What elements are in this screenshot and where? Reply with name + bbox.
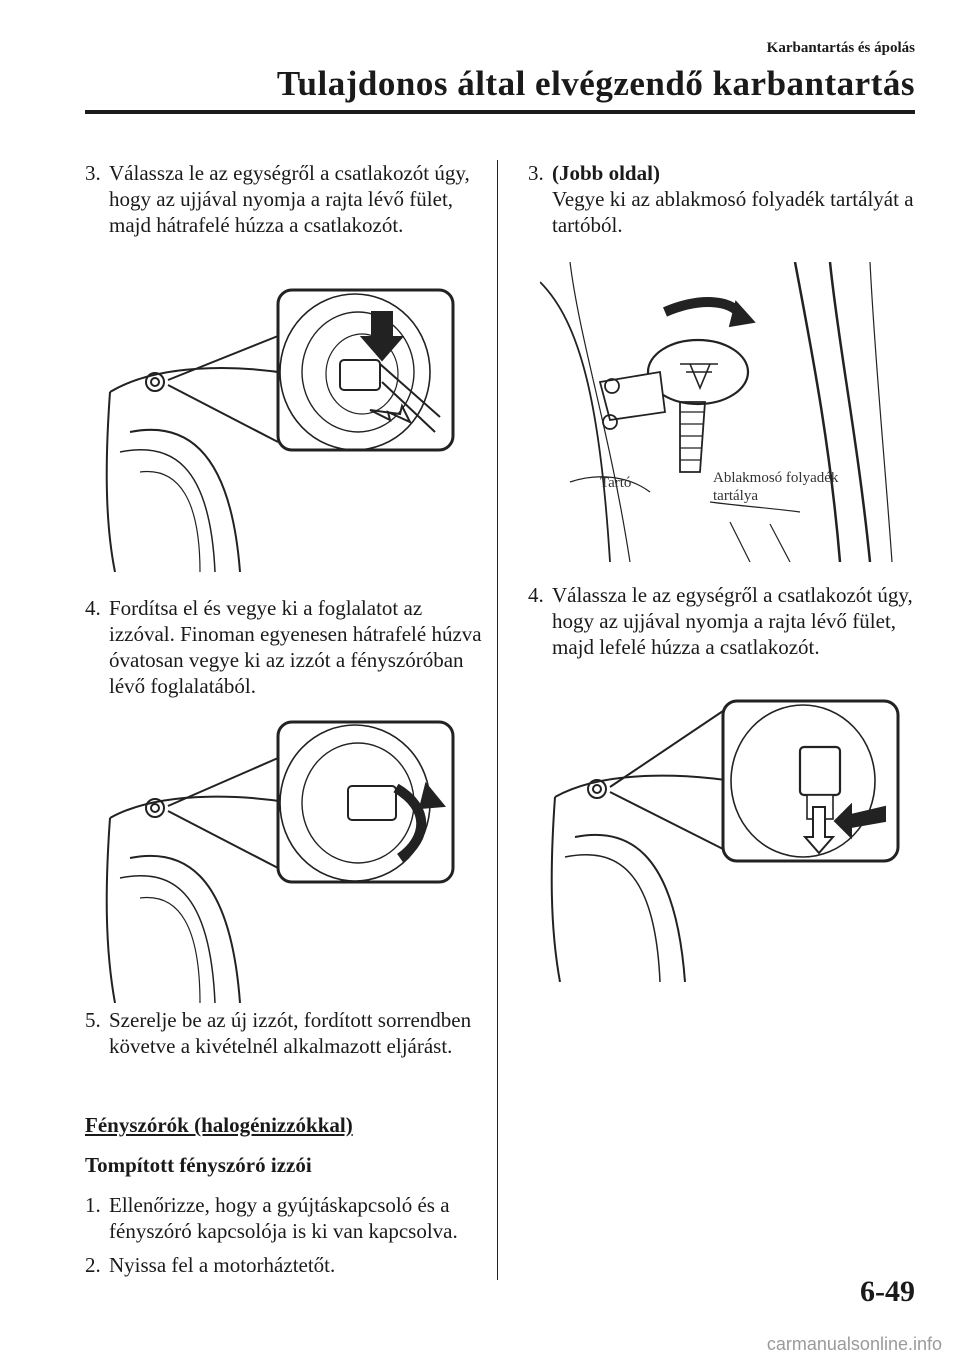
right-connector-illustration bbox=[545, 697, 905, 982]
page-number: 6-49 bbox=[860, 1275, 915, 1308]
step-number: 3. bbox=[85, 161, 101, 185]
step-text: Fordítsa el és vegye ki a foglalatot az izzóval. Finoman egyenesen hátrafelé húzva óvatosan vegye ki az izzót a fényszóróban lévő foglalatából. bbox=[109, 596, 482, 698]
headlight-connector-illustration bbox=[100, 282, 460, 572]
step-number: 5. bbox=[85, 1008, 101, 1032]
left-step-1 bbox=[85, 1192, 485, 1244]
column-divider bbox=[497, 160, 498, 1280]
right-step-4 bbox=[528, 582, 918, 660]
section-heading-halogen: Fényszórók (halogénizzókkal) bbox=[85, 1113, 353, 1137]
step-number: 4. bbox=[85, 596, 101, 620]
step-text: Ellenőrizze, hogy a gyújtáskapcsoló és a fényszóró kapcsolója is ki van kapcsolva. bbox=[109, 1193, 458, 1243]
step-number: 4. bbox=[528, 583, 544, 607]
label-holder: Tartó bbox=[600, 475, 632, 491]
step-title: (Jobb oldal) bbox=[552, 161, 660, 185]
chapter-title: Tulajdonos által elvégzendő karbantartás bbox=[276, 64, 915, 103]
left-step-5 bbox=[85, 1007, 485, 1059]
left-step-2 bbox=[85, 1252, 485, 1278]
step-number: 2. bbox=[85, 1253, 101, 1277]
step-text: Szerelje be az új izzót, fordított sorrendben követve a kivételnél alkalmazott eljárást. bbox=[109, 1008, 472, 1058]
washer-tank-illustration bbox=[540, 262, 900, 562]
bulb-socket-illustration bbox=[100, 718, 460, 1003]
label-tank-line2: tartálya bbox=[713, 488, 758, 504]
label-tank-line1: Ablakmosó folyadék bbox=[713, 470, 839, 486]
step-text: Válassza le az egységről a csatlakozót úgy, hogy az ujjával nyomja a rajta lévő fület, majd hátrafelé húzza a csatlakozót. bbox=[109, 161, 470, 237]
header-rule bbox=[85, 110, 915, 114]
left-step-3 bbox=[85, 160, 485, 238]
step-number: 1. bbox=[85, 1193, 101, 1217]
watermark: carmanualsonline.info bbox=[766, 1334, 942, 1354]
step-text: Vegye ki az ablakmosó folyadék tartályát a tartóból. bbox=[552, 187, 914, 237]
section-label: Karbantartás és ápolás bbox=[766, 40, 915, 56]
right-step-3 bbox=[528, 160, 918, 238]
subheading-low-beam: Tompított fényszóró izzói bbox=[85, 1153, 312, 1177]
step-number: 3. bbox=[528, 161, 544, 185]
step-text: Válassza le az egységről a csatlakozót úgy, hogy az ujjával nyomja a rajta lévő fület, majd lefelé húzza a csatlakozót. bbox=[552, 583, 913, 659]
step-text: Nyissa fel a motorháztetőt. bbox=[109, 1253, 336, 1277]
left-step-4 bbox=[85, 595, 485, 699]
